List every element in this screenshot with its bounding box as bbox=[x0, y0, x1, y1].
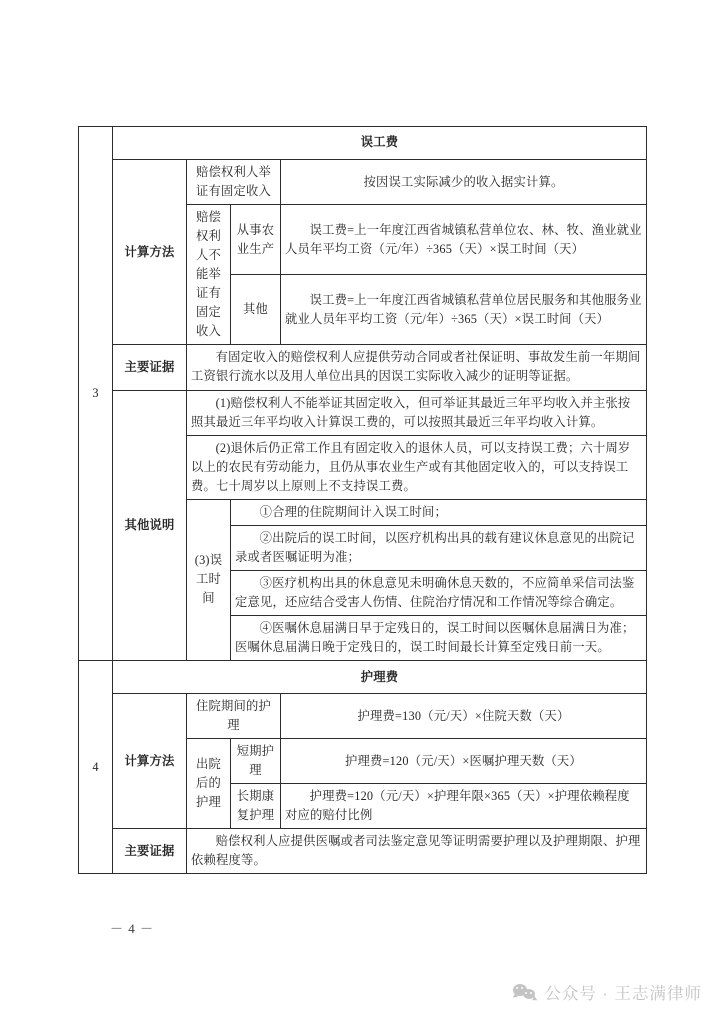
main-evidence-value-4: 赔偿权利人应提供医嘱或者司法鉴定意见等证明需要护理以及护理期限、护理依赖程度等。 bbox=[187, 829, 647, 874]
agriculture-label: 从事农业生产 bbox=[231, 205, 281, 275]
fixed-income-value: 按因误工实际减少的收入据实计算。 bbox=[281, 160, 647, 205]
agriculture-formula: 误工费=上一年度江西省城镇私营单位农、林、牧、渔业就业人员年平均工资（元/年）÷365（天）×误工时间（天） bbox=[281, 205, 647, 275]
section-title-row bbox=[79, 661, 647, 694]
section-index-3: 3 bbox=[79, 127, 113, 661]
calc-method-label-4: 计算方法 bbox=[113, 694, 187, 829]
note-3-item-1: ①合理的住院期间计入误工时间； bbox=[231, 499, 647, 525]
main-evidence-label-4: 主要证据 bbox=[113, 829, 187, 874]
other-notes-label-3: 其他说明 bbox=[113, 390, 187, 661]
watermark bbox=[513, 980, 702, 1004]
other-occupation-formula: 误工费=上一年度江西省城镇私营单位居民服务和其他服务业就业人员年平均工资（元/年）÷365（天）×误工时间（天） bbox=[281, 275, 647, 345]
other-occupation-label: 其他 bbox=[231, 275, 281, 345]
section-index-4: 4 bbox=[79, 661, 113, 874]
wechat-icon bbox=[513, 983, 537, 1001]
note-3-item-3: ③医疗机构出具的休息意见未明确休息天数的，不应简单采信司法鉴定意见，还应结合受害人伤情、住院治疗情况和工作情况等综合确定。 bbox=[231, 570, 647, 615]
short-term-care-label: 短期护理 bbox=[231, 739, 281, 784]
note-item-2: (2)退休后仍正常工作且有固定收入的退休人员，可以支持误工费；六十周岁以上的农民有劳动能力，且仍从事农业生产或有其他固定收入的，可以支持误工费。七十周岁以上原则上不支持误工费。 bbox=[187, 435, 647, 499]
main-evidence-value-3: 有固定收入的赔偿权利人应提供劳动合同或者社保证明、事故发生前一年期间工资银行流水以及用人单位出具的因误工实际收入减少的证明等证据。 bbox=[187, 345, 647, 390]
inpatient-care-formula: 护理费=130（元/天）×住院天数（天） bbox=[281, 694, 647, 739]
post-discharge-care-label: 出院后的护理 bbox=[187, 739, 231, 829]
section-title-row bbox=[79, 127, 647, 160]
fixed-income-label: 赔偿权利人举证有固定收入 bbox=[187, 160, 281, 205]
table-row bbox=[79, 390, 647, 435]
calc-method-label-3: 计算方法 bbox=[113, 160, 187, 345]
note-3-label: (3)误工时间 bbox=[187, 499, 231, 660]
section-title-hulifei: 护理费 bbox=[113, 661, 647, 694]
long-term-care-formula: 护理费=120（元/天）×护理年限×365（天）×护理依赖程度对应的赔付比例 bbox=[281, 784, 647, 829]
table-row bbox=[79, 694, 647, 739]
main-evidence-label-3: 主要证据 bbox=[113, 345, 187, 390]
compensation-table bbox=[78, 126, 647, 874]
watermark-text: 公众号 · 王志满律师 bbox=[544, 985, 702, 1003]
long-term-care-label: 长期康复护理 bbox=[231, 784, 281, 829]
table-row bbox=[79, 160, 647, 205]
table-row bbox=[79, 345, 647, 390]
note-3-item-4: ④医嘱休息届满日早于定残日的，误工时间以医嘱休息届满日为准；医嘱休息届满日晚于定残日的，误工时间最长计算至定残日前一天。 bbox=[231, 615, 647, 660]
note-3-item-2: ②出院后的误工时间，以医疗机构出具的载有建议休息意见的出院记录或者医嘱证明为准； bbox=[231, 525, 647, 570]
inpatient-care-label: 住院期间的护理 bbox=[187, 694, 281, 739]
note-item-1: (1)赔偿权利人不能举证其固定收入，但可举证其最近三年平均收入并主张按照其最近三年平均收入计算误工费的，可以按照其最近三年平均收入计算。 bbox=[187, 390, 647, 435]
table-row bbox=[79, 829, 647, 874]
section-title-wugongfei: 误工费 bbox=[113, 127, 647, 160]
short-term-care-formula: 护理费=120（元/天）×医嘱护理天数（天） bbox=[281, 739, 647, 784]
page-number: － 4 － bbox=[110, 921, 155, 936]
no-proof-fixed-income-label: 赔偿权利人不能举证有固定收入 bbox=[187, 205, 231, 345]
